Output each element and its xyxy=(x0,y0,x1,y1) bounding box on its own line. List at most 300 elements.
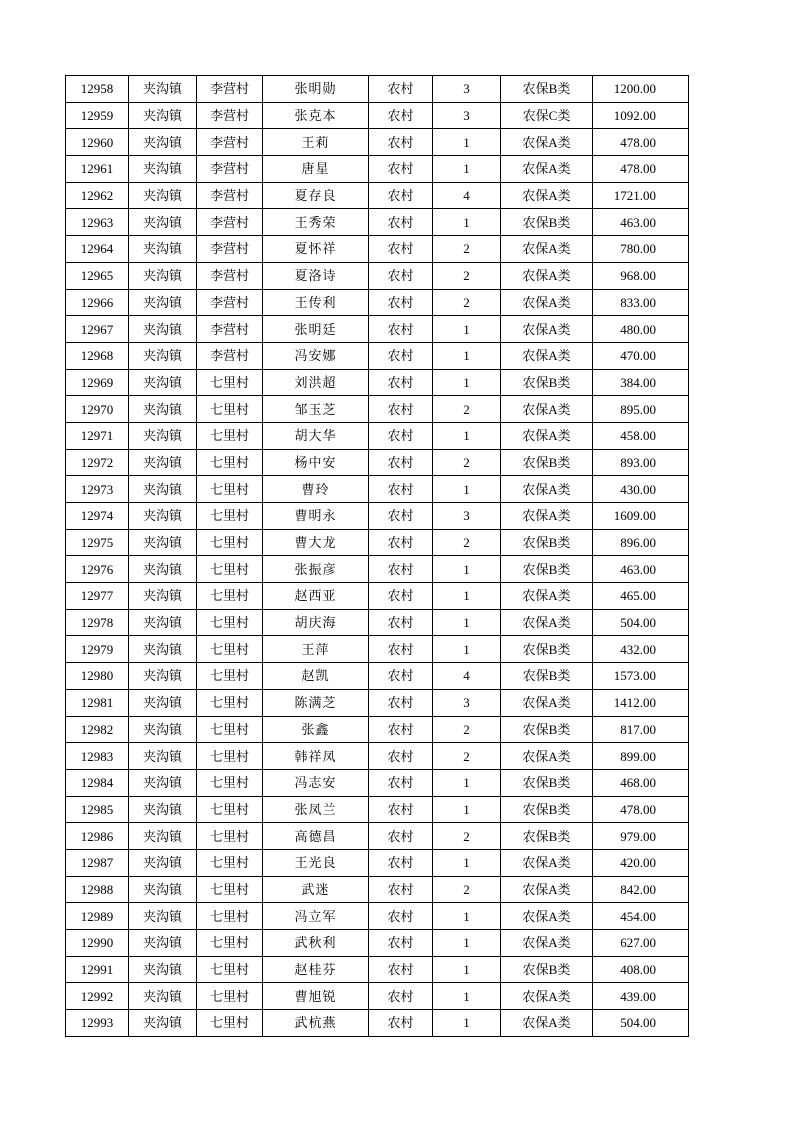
cell-area-type: 农村 xyxy=(369,983,433,1010)
cell-id: 12961 xyxy=(66,156,129,183)
cell-town: 夹沟镇 xyxy=(129,529,197,556)
cell-name: 曹大龙 xyxy=(263,529,369,556)
table-row xyxy=(66,903,689,930)
cell-name: 杨中安 xyxy=(263,449,369,476)
cell-id: 12984 xyxy=(66,769,129,796)
cell-name: 武杭燕 xyxy=(263,1010,369,1037)
table-row xyxy=(66,449,689,476)
table-row xyxy=(66,529,689,556)
cell-count: 1 xyxy=(433,1010,501,1037)
cell-amount: 1609.00 xyxy=(593,503,689,530)
cell-count: 1 xyxy=(433,476,501,503)
cell-amount: 478.00 xyxy=(593,796,689,823)
cell-count: 1 xyxy=(433,903,501,930)
cell-amount: 896.00 xyxy=(593,529,689,556)
cell-name: 夏洛诗 xyxy=(263,262,369,289)
cell-count: 2 xyxy=(433,876,501,903)
cell-amount: 842.00 xyxy=(593,876,689,903)
cell-insurance-category: 农保A类 xyxy=(501,903,593,930)
cell-name: 冯志安 xyxy=(263,769,369,796)
cell-count: 2 xyxy=(433,823,501,850)
cell-insurance-category: 农保B类 xyxy=(501,449,593,476)
cell-id: 12970 xyxy=(66,396,129,423)
cell-town: 夹沟镇 xyxy=(129,76,197,103)
cell-count: 3 xyxy=(433,689,501,716)
cell-count: 1 xyxy=(433,156,501,183)
cell-name: 王莉 xyxy=(263,129,369,156)
cell-id: 12978 xyxy=(66,609,129,636)
cell-amount: 384.00 xyxy=(593,369,689,396)
cell-town: 夹沟镇 xyxy=(129,556,197,583)
cell-area-type: 农村 xyxy=(369,76,433,103)
cell-count: 1 xyxy=(433,369,501,396)
cell-name: 冯立军 xyxy=(263,903,369,930)
cell-amount: 893.00 xyxy=(593,449,689,476)
table-row xyxy=(66,796,689,823)
cell-insurance-category: 农保B类 xyxy=(501,556,593,583)
cell-amount: 895.00 xyxy=(593,396,689,423)
cell-name: 张鑫 xyxy=(263,716,369,743)
cell-id: 12990 xyxy=(66,930,129,957)
cell-insurance-category: 农保A类 xyxy=(501,262,593,289)
cell-name: 夏怀祥 xyxy=(263,236,369,263)
cell-village: 七里村 xyxy=(197,983,263,1010)
cell-town: 夹沟镇 xyxy=(129,422,197,449)
table-row xyxy=(66,956,689,983)
cell-village: 七里村 xyxy=(197,823,263,850)
cell-area-type: 农村 xyxy=(369,236,433,263)
cell-insurance-category: 农保B类 xyxy=(501,663,593,690)
cell-insurance-category: 农保A类 xyxy=(501,689,593,716)
cell-id: 12967 xyxy=(66,316,129,343)
cell-village: 七里村 xyxy=(197,503,263,530)
cell-village: 七里村 xyxy=(197,903,263,930)
cell-town: 夹沟镇 xyxy=(129,769,197,796)
table-row xyxy=(66,583,689,610)
cell-insurance-category: 农保B类 xyxy=(501,769,593,796)
cell-name: 赵西亚 xyxy=(263,583,369,610)
cell-id: 12989 xyxy=(66,903,129,930)
cell-area-type: 农村 xyxy=(369,209,433,236)
cell-village: 七里村 xyxy=(197,583,263,610)
cell-name: 张克本 xyxy=(263,102,369,129)
cell-insurance-category: 农保B类 xyxy=(501,369,593,396)
cell-town: 夹沟镇 xyxy=(129,156,197,183)
cell-count: 1 xyxy=(433,583,501,610)
cell-count: 1 xyxy=(433,209,501,236)
table-row xyxy=(66,876,689,903)
cell-name: 曹旭锐 xyxy=(263,983,369,1010)
cell-village: 七里村 xyxy=(197,876,263,903)
cell-insurance-category: 农保C类 xyxy=(501,102,593,129)
table-row xyxy=(66,556,689,583)
cell-town: 夹沟镇 xyxy=(129,262,197,289)
table-row xyxy=(66,476,689,503)
cell-village: 七里村 xyxy=(197,476,263,503)
cell-village: 李营村 xyxy=(197,209,263,236)
cell-count: 1 xyxy=(433,636,501,663)
cell-count: 3 xyxy=(433,76,501,103)
cell-insurance-category: 农保A类 xyxy=(501,316,593,343)
cell-name: 曹明永 xyxy=(263,503,369,530)
cell-area-type: 农村 xyxy=(369,476,433,503)
cell-count: 1 xyxy=(433,930,501,957)
cell-id: 12981 xyxy=(66,689,129,716)
cell-id: 12980 xyxy=(66,663,129,690)
cell-amount: 627.00 xyxy=(593,930,689,957)
cell-name: 胡大华 xyxy=(263,422,369,449)
cell-name: 曹玲 xyxy=(263,476,369,503)
cell-count: 2 xyxy=(433,236,501,263)
spreadsheet-page xyxy=(65,75,689,1037)
cell-id: 12974 xyxy=(66,503,129,530)
cell-area-type: 农村 xyxy=(369,609,433,636)
cell-id: 12982 xyxy=(66,716,129,743)
cell-insurance-category: 农保B类 xyxy=(501,636,593,663)
cell-village: 李营村 xyxy=(197,316,263,343)
cell-area-type: 农村 xyxy=(369,796,433,823)
cell-id: 12968 xyxy=(66,342,129,369)
cell-insurance-category: 农保A类 xyxy=(501,236,593,263)
cell-area-type: 农村 xyxy=(369,289,433,316)
cell-village: 李营村 xyxy=(197,129,263,156)
table-row xyxy=(66,102,689,129)
cell-town: 夹沟镇 xyxy=(129,449,197,476)
table-row xyxy=(66,209,689,236)
cell-id: 12962 xyxy=(66,182,129,209)
table-row xyxy=(66,76,689,103)
cell-count: 1 xyxy=(433,342,501,369)
cell-town: 夹沟镇 xyxy=(129,849,197,876)
cell-name: 高德昌 xyxy=(263,823,369,850)
cell-id: 12964 xyxy=(66,236,129,263)
cell-amount: 968.00 xyxy=(593,262,689,289)
cell-area-type: 农村 xyxy=(369,422,433,449)
cell-name: 武秋利 xyxy=(263,930,369,957)
cell-insurance-category: 农保A类 xyxy=(501,983,593,1010)
cell-area-type: 农村 xyxy=(369,583,433,610)
cell-insurance-category: 农保A类 xyxy=(501,1010,593,1037)
cell-count: 2 xyxy=(433,262,501,289)
table-row xyxy=(66,236,689,263)
cell-amount: 833.00 xyxy=(593,289,689,316)
cell-town: 夹沟镇 xyxy=(129,1010,197,1037)
cell-amount: 1200.00 xyxy=(593,76,689,103)
cell-town: 夹沟镇 xyxy=(129,476,197,503)
cell-count: 1 xyxy=(433,556,501,583)
cell-name: 唐星 xyxy=(263,156,369,183)
cell-id: 12992 xyxy=(66,983,129,1010)
cell-insurance-category: 农保A类 xyxy=(501,743,593,770)
cell-village: 七里村 xyxy=(197,689,263,716)
table-row xyxy=(66,316,689,343)
cell-area-type: 农村 xyxy=(369,369,433,396)
cell-id: 12986 xyxy=(66,823,129,850)
cell-amount: 465.00 xyxy=(593,583,689,610)
cell-area-type: 农村 xyxy=(369,876,433,903)
cell-area-type: 农村 xyxy=(369,956,433,983)
cell-count: 2 xyxy=(433,529,501,556)
cell-count: 3 xyxy=(433,102,501,129)
table-row xyxy=(66,289,689,316)
cell-insurance-category: 农保B类 xyxy=(501,716,593,743)
cell-village: 七里村 xyxy=(197,743,263,770)
cell-village: 七里村 xyxy=(197,556,263,583)
cell-town: 夹沟镇 xyxy=(129,129,197,156)
cell-town: 夹沟镇 xyxy=(129,796,197,823)
table-row xyxy=(66,609,689,636)
cell-area-type: 农村 xyxy=(369,769,433,796)
cell-town: 夹沟镇 xyxy=(129,396,197,423)
cell-town: 夹沟镇 xyxy=(129,689,197,716)
cell-town: 夹沟镇 xyxy=(129,316,197,343)
cell-town: 夹沟镇 xyxy=(129,663,197,690)
cell-village: 李营村 xyxy=(197,156,263,183)
cell-id: 12971 xyxy=(66,422,129,449)
cell-count: 2 xyxy=(433,289,501,316)
cell-insurance-category: 农保A类 xyxy=(501,849,593,876)
cell-area-type: 农村 xyxy=(369,903,433,930)
cell-name: 赵桂芬 xyxy=(263,956,369,983)
table-row xyxy=(66,930,689,957)
cell-town: 夹沟镇 xyxy=(129,716,197,743)
cell-area-type: 农村 xyxy=(369,823,433,850)
table-row xyxy=(66,769,689,796)
cell-area-type: 农村 xyxy=(369,849,433,876)
cell-area-type: 农村 xyxy=(369,262,433,289)
cell-name: 张凤兰 xyxy=(263,796,369,823)
table-row xyxy=(66,983,689,1010)
cell-count: 2 xyxy=(433,743,501,770)
cell-area-type: 农村 xyxy=(369,182,433,209)
table-row xyxy=(66,369,689,396)
cell-id: 12976 xyxy=(66,556,129,583)
cell-insurance-category: 农保A类 xyxy=(501,583,593,610)
cell-village: 李营村 xyxy=(197,102,263,129)
table-row xyxy=(66,156,689,183)
cell-village: 七里村 xyxy=(197,796,263,823)
cell-amount: 780.00 xyxy=(593,236,689,263)
cell-name: 张明勋 xyxy=(263,76,369,103)
table-row xyxy=(66,422,689,449)
cell-area-type: 农村 xyxy=(369,636,433,663)
cell-count: 3 xyxy=(433,503,501,530)
cell-village: 李营村 xyxy=(197,342,263,369)
cell-area-type: 农村 xyxy=(369,396,433,423)
cell-count: 4 xyxy=(433,663,501,690)
cell-area-type: 农村 xyxy=(369,129,433,156)
cell-name: 赵凯 xyxy=(263,663,369,690)
cell-id: 12991 xyxy=(66,956,129,983)
cell-name: 陈满芝 xyxy=(263,689,369,716)
cell-id: 12966 xyxy=(66,289,129,316)
cell-village: 七里村 xyxy=(197,716,263,743)
cell-village: 李营村 xyxy=(197,236,263,263)
table-row xyxy=(66,182,689,209)
cell-amount: 817.00 xyxy=(593,716,689,743)
cell-amount: 454.00 xyxy=(593,903,689,930)
cell-count: 2 xyxy=(433,396,501,423)
cell-village: 七里村 xyxy=(197,609,263,636)
cell-insurance-category: 农保A类 xyxy=(501,930,593,957)
cell-area-type: 农村 xyxy=(369,342,433,369)
cell-village: 七里村 xyxy=(197,369,263,396)
cell-insurance-category: 农保A类 xyxy=(501,156,593,183)
table-body xyxy=(66,76,689,1037)
cell-amount: 439.00 xyxy=(593,983,689,1010)
cell-name: 张明廷 xyxy=(263,316,369,343)
cell-id: 12993 xyxy=(66,1010,129,1037)
cell-insurance-category: 农保A类 xyxy=(501,422,593,449)
cell-name: 邹玉芝 xyxy=(263,396,369,423)
cell-village: 七里村 xyxy=(197,396,263,423)
cell-village: 李营村 xyxy=(197,76,263,103)
cell-village: 七里村 xyxy=(197,1010,263,1037)
cell-village: 七里村 xyxy=(197,529,263,556)
cell-area-type: 农村 xyxy=(369,743,433,770)
cell-insurance-category: 农保A类 xyxy=(501,609,593,636)
cell-town: 夹沟镇 xyxy=(129,236,197,263)
cell-town: 夹沟镇 xyxy=(129,903,197,930)
cell-name: 武迷 xyxy=(263,876,369,903)
cell-area-type: 农村 xyxy=(369,663,433,690)
cell-town: 夹沟镇 xyxy=(129,583,197,610)
cell-area-type: 农村 xyxy=(369,316,433,343)
cell-village: 七里村 xyxy=(197,663,263,690)
cell-amount: 979.00 xyxy=(593,823,689,850)
cell-area-type: 农村 xyxy=(369,689,433,716)
cell-count: 1 xyxy=(433,796,501,823)
cell-village: 七里村 xyxy=(197,849,263,876)
table-row xyxy=(66,689,689,716)
table-row xyxy=(66,503,689,530)
cell-village: 七里村 xyxy=(197,930,263,957)
cell-area-type: 农村 xyxy=(369,716,433,743)
cell-id: 12963 xyxy=(66,209,129,236)
cell-area-type: 农村 xyxy=(369,102,433,129)
cell-count: 2 xyxy=(433,716,501,743)
cell-amount: 458.00 xyxy=(593,422,689,449)
cell-id: 12972 xyxy=(66,449,129,476)
cell-amount: 1573.00 xyxy=(593,663,689,690)
cell-village: 李营村 xyxy=(197,262,263,289)
cell-town: 夹沟镇 xyxy=(129,182,197,209)
cell-area-type: 农村 xyxy=(369,156,433,183)
cell-town: 夹沟镇 xyxy=(129,743,197,770)
cell-town: 夹沟镇 xyxy=(129,956,197,983)
cell-id: 12965 xyxy=(66,262,129,289)
cell-amount: 478.00 xyxy=(593,129,689,156)
cell-town: 夹沟镇 xyxy=(129,636,197,663)
cell-count: 1 xyxy=(433,769,501,796)
cell-amount: 432.00 xyxy=(593,636,689,663)
cell-count: 1 xyxy=(433,983,501,1010)
cell-area-type: 农村 xyxy=(369,529,433,556)
cell-id: 12983 xyxy=(66,743,129,770)
cell-id: 12958 xyxy=(66,76,129,103)
cell-amount: 899.00 xyxy=(593,743,689,770)
cell-town: 夹沟镇 xyxy=(129,823,197,850)
cell-count: 4 xyxy=(433,182,501,209)
cell-town: 夹沟镇 xyxy=(129,102,197,129)
cell-name: 刘洪超 xyxy=(263,369,369,396)
cell-id: 12988 xyxy=(66,876,129,903)
cell-count: 1 xyxy=(433,422,501,449)
cell-insurance-category: 农保A类 xyxy=(501,182,593,209)
table-row xyxy=(66,396,689,423)
cell-name: 王传利 xyxy=(263,289,369,316)
cell-town: 夹沟镇 xyxy=(129,876,197,903)
cell-insurance-category: 农保A类 xyxy=(501,129,593,156)
cell-id: 12973 xyxy=(66,476,129,503)
cell-name: 胡庆海 xyxy=(263,609,369,636)
table-row xyxy=(66,1010,689,1037)
cell-town: 夹沟镇 xyxy=(129,503,197,530)
cell-count: 1 xyxy=(433,849,501,876)
cell-town: 夹沟镇 xyxy=(129,609,197,636)
cell-village: 李营村 xyxy=(197,182,263,209)
cell-village: 七里村 xyxy=(197,422,263,449)
cell-insurance-category: 农保A类 xyxy=(501,396,593,423)
cell-count: 1 xyxy=(433,609,501,636)
cell-amount: 480.00 xyxy=(593,316,689,343)
cell-village: 李营村 xyxy=(197,289,263,316)
cell-village: 七里村 xyxy=(197,769,263,796)
cell-amount: 504.00 xyxy=(593,1010,689,1037)
cell-count: 2 xyxy=(433,449,501,476)
cell-id: 12987 xyxy=(66,849,129,876)
cell-insurance-category: 农保B类 xyxy=(501,529,593,556)
cell-amount: 1412.00 xyxy=(593,689,689,716)
cell-town: 夹沟镇 xyxy=(129,369,197,396)
table-row xyxy=(66,262,689,289)
cell-amount: 420.00 xyxy=(593,849,689,876)
cell-count: 1 xyxy=(433,956,501,983)
table-row xyxy=(66,342,689,369)
cell-name: 韩祥凤 xyxy=(263,743,369,770)
cell-village: 七里村 xyxy=(197,636,263,663)
cell-insurance-category: 农保B类 xyxy=(501,823,593,850)
cell-town: 夹沟镇 xyxy=(129,983,197,1010)
cell-amount: 463.00 xyxy=(593,209,689,236)
table-row xyxy=(66,823,689,850)
cell-insurance-category: 农保B类 xyxy=(501,956,593,983)
cell-amount: 470.00 xyxy=(593,342,689,369)
cell-id: 12985 xyxy=(66,796,129,823)
cell-count: 1 xyxy=(433,316,501,343)
table-row xyxy=(66,129,689,156)
cell-amount: 463.00 xyxy=(593,556,689,583)
cell-id: 12969 xyxy=(66,369,129,396)
cell-village: 七里村 xyxy=(197,956,263,983)
table-row xyxy=(66,743,689,770)
cell-insurance-category: 农保A类 xyxy=(501,876,593,903)
cell-amount: 408.00 xyxy=(593,956,689,983)
cell-town: 夹沟镇 xyxy=(129,209,197,236)
cell-village: 七里村 xyxy=(197,449,263,476)
benefits-table xyxy=(65,75,689,1037)
cell-amount: 430.00 xyxy=(593,476,689,503)
cell-name: 冯安娜 xyxy=(263,342,369,369)
cell-insurance-category: 农保B类 xyxy=(501,76,593,103)
table-row xyxy=(66,663,689,690)
cell-insurance-category: 农保B类 xyxy=(501,796,593,823)
cell-insurance-category: 农保A类 xyxy=(501,342,593,369)
cell-town: 夹沟镇 xyxy=(129,289,197,316)
cell-id: 12959 xyxy=(66,102,129,129)
cell-insurance-category: 农保B类 xyxy=(501,209,593,236)
cell-amount: 1092.00 xyxy=(593,102,689,129)
